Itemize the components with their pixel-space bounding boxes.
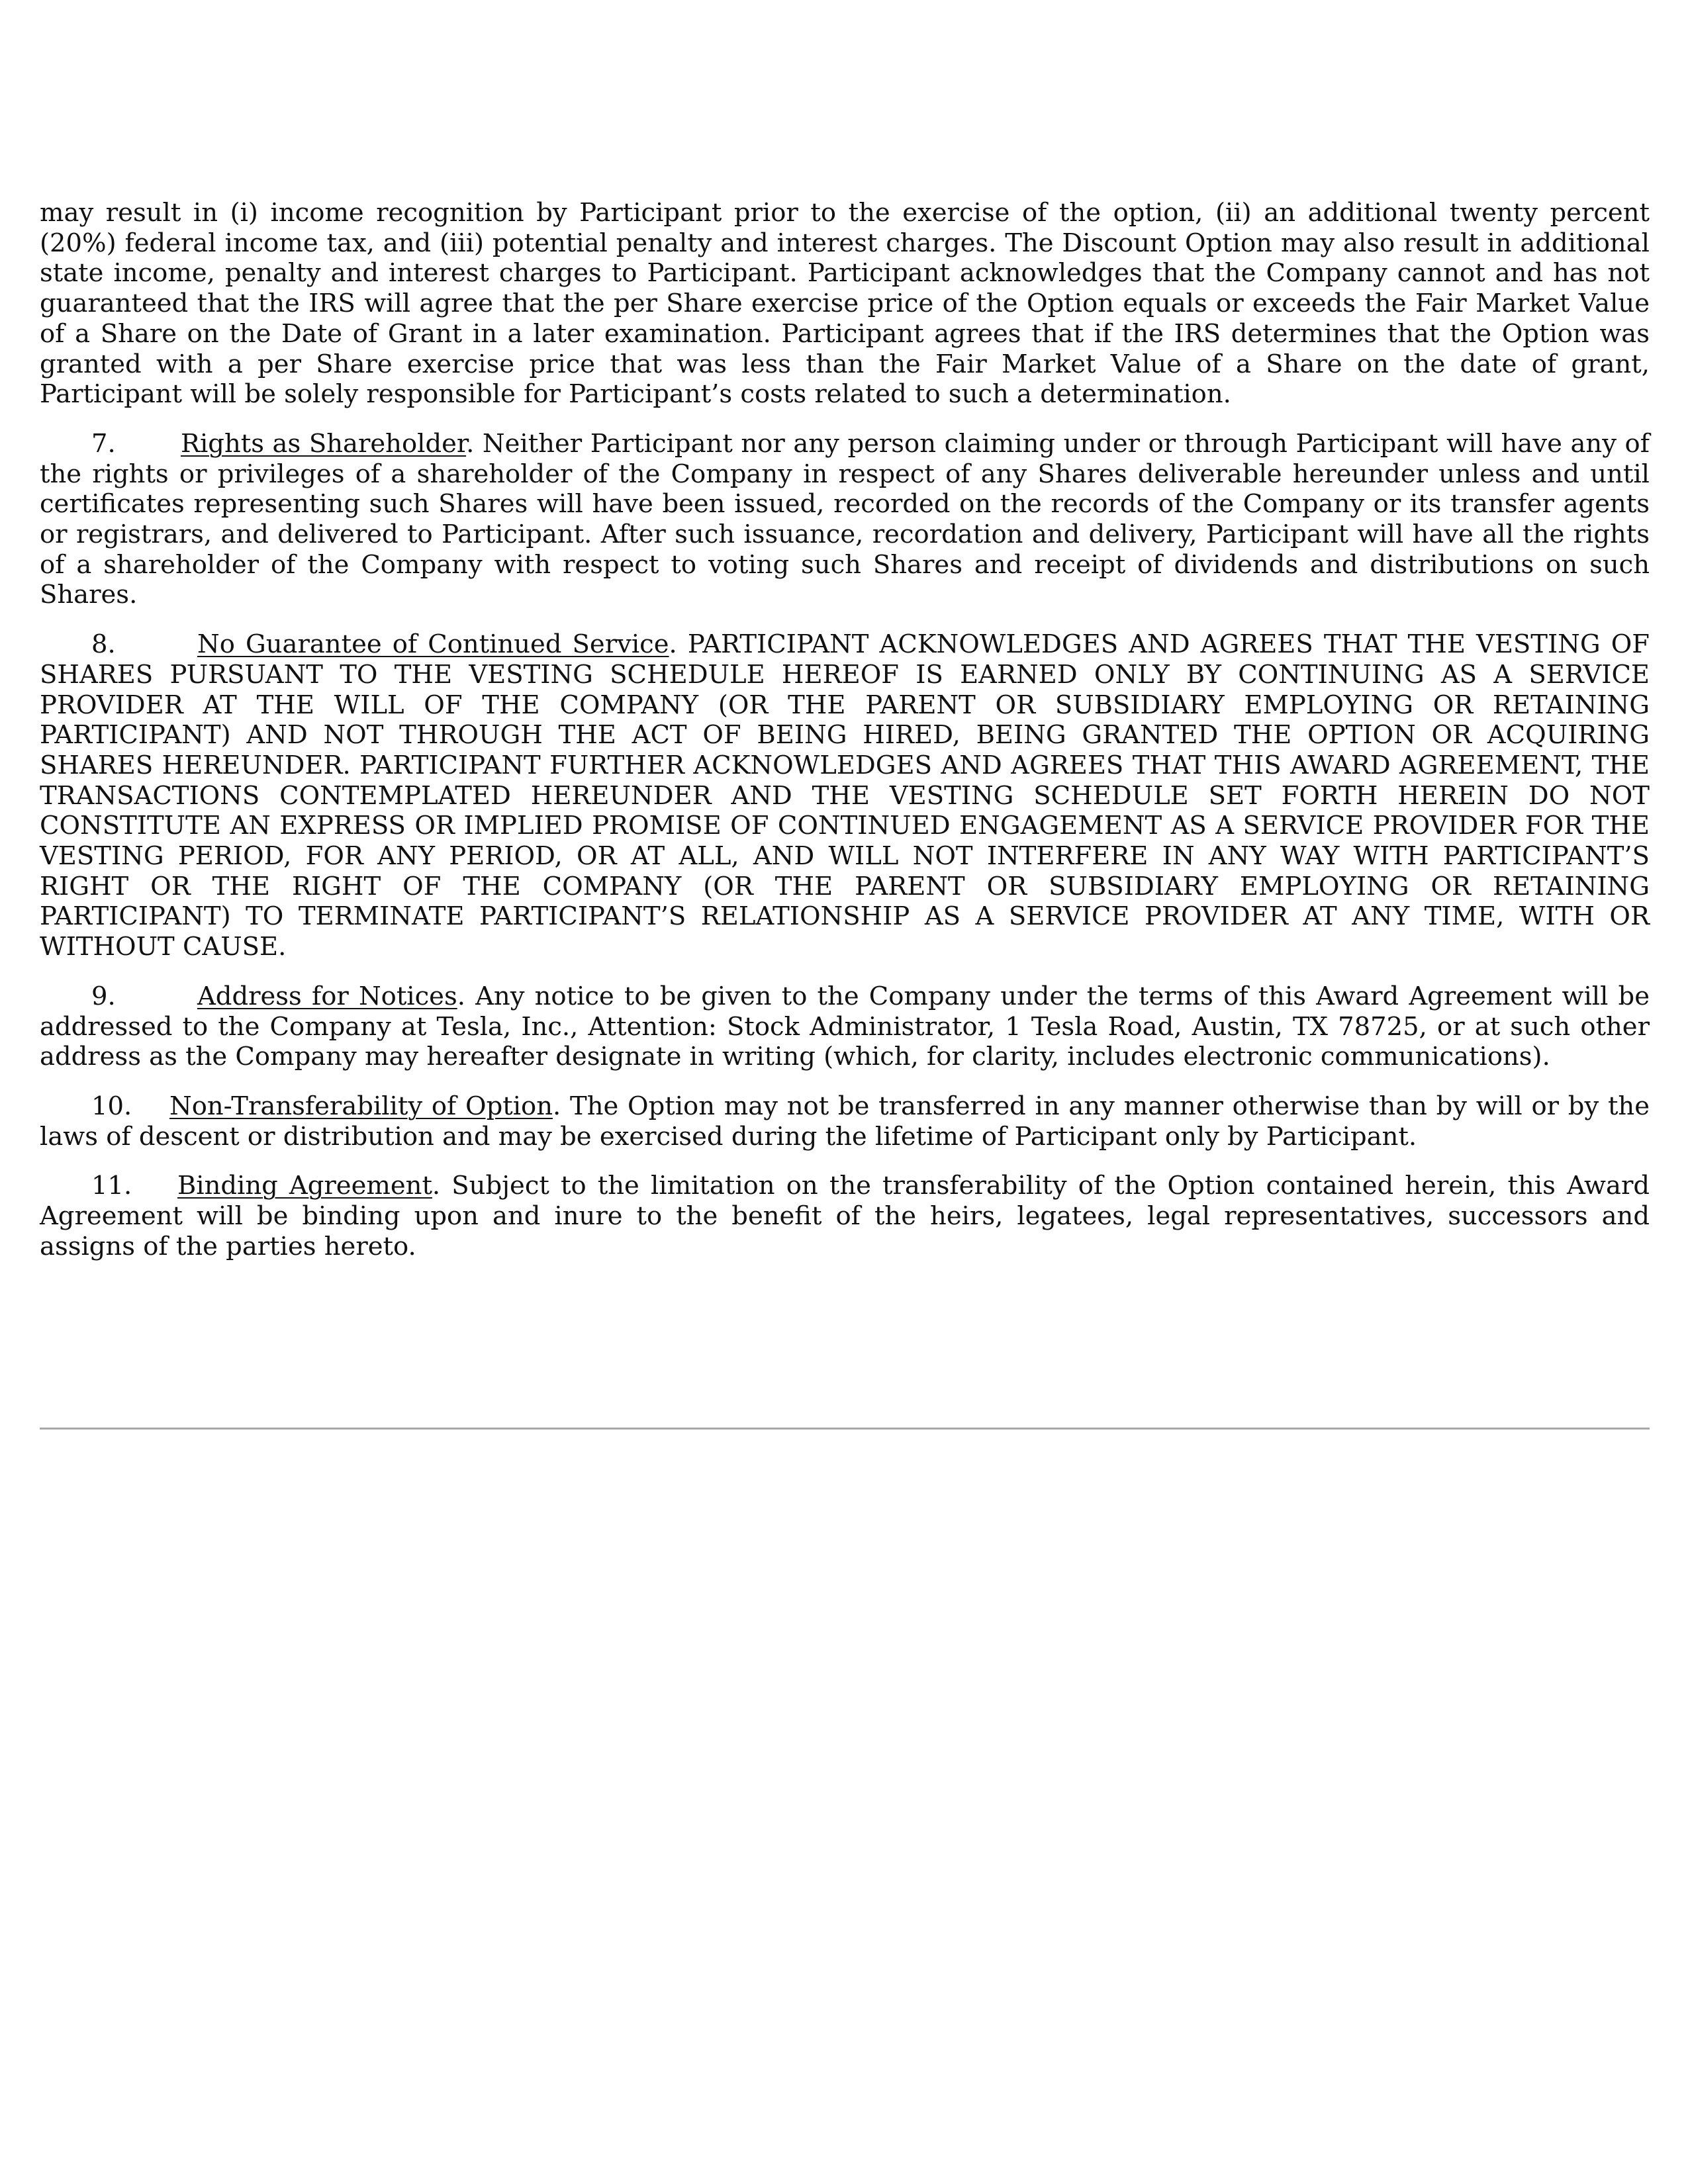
section-number: 7. <box>91 428 116 459</box>
section-heading: Binding Agreement <box>177 1171 432 1201</box>
section-7-rights-as-shareholder <box>40 429 1650 610</box>
section-heading: Non-Transferability of Option <box>169 1091 553 1121</box>
section-body: . PARTICIPANT ACKNOWLEDGES AND AGREES THAT THE VESTING OF SHARES PURSUANT TO THE VESTING SCHEDULE HEREOF IS EARNED ONLY BY CONTINUING AS A SERVICE PROVIDER AT THE WILL OF THE COMPANY (OR THE PARENT OR SUBSIDIARY EMPLOYING OR RETAINING PARTICIPANT) AND NOT THROUGH THE ACT OF BEING HIRED, BEING GRANTED THE OPTION OR ACQUIRING SHARES HEREUNDER. PARTICIPANT FURTHER ACKNOWLEDGES AND AGREES THAT THIS AWARD AGREEMENT, THE TRANSACTIONS CONTEMPLATED HEREUNDER AND THE VESTING SCHEDULE SET FORTH HEREIN DO NOT CONSTITUTE AN EXPRESS OR IMPLIED PROMISE OF CONTINUED ENGAGEMENT AS A SERVICE PROVIDER FOR THE VESTING PERIOD, FOR ANY PERIOD, OR AT ALL, AND WILL NOT INTERFERE IN ANY WAY WITH PARTICIPANT’S RIGHT OR THE RIGHT OF THE COMPANY (OR THE PARENT OR SUBSIDIARY EMPLOYING OR RETAINING PARTICIPANT) TO TERMINATE PARTICIPANT’S RELATIONSHIP AS A SERVICE PROVIDER AT ANY TIME, WITH OR WITHOUT CAUSE. <box>40 629 1650 962</box>
section-number: 10. <box>91 1091 132 1121</box>
section-number: 9. <box>91 981 116 1011</box>
section-8-no-guarantee-of-continued-service <box>40 629 1650 962</box>
document-page <box>40 198 1650 1281</box>
section-11-binding-agreement <box>40 1171 1650 1261</box>
section-number: 8. <box>91 629 116 660</box>
section-body: . The Option may not be transferred in any manner otherwise than by will or by the laws of descent or distribution and may be exercised during the lifetime of Participant only by Participant. <box>40 1091 1650 1152</box>
intro-paragraph: may result in (i) income recognition by Participant prior to the exercise of the option, (ii) an additional twenty percent (20%) federal income tax, and (iii) potential penalty and interest charges. The Discount Option may also result in additional state income, penalty and interest charges to Participant. Participant acknowledges that the Company cannot and has not guaranteed that the IRS will agree that the per Share exercise price of the Option equals or exceeds the Fair Market Value of a Share on the Date of Grant in a later examination. Participant agrees that if the IRS determines that the Option was granted with a per Share exercise price that was less than the Fair Market Value of a Share on the date of grant, Participant will be solely responsible for Participant’s costs related to such a determination. <box>40 198 1650 410</box>
section-heading: No Guarantee of Continued Service <box>197 629 669 660</box>
section-heading: Rights as Shareholder <box>181 428 467 459</box>
page-divider <box>40 1428 1650 1430</box>
section-body: . Any notice to be given to the Company under the terms of this Award Agreement will be addressed to the Company at Tesla, Inc., Attention: Stock Administrator, 1 Tesla Road, Austin, TX 78725, or at such other address as the Company may hereafter designate in writing (which, for clarity, includes electronic communications). <box>40 981 1650 1072</box>
section-9-address-for-notices <box>40 981 1650 1072</box>
section-heading: Address for Notices <box>197 981 457 1011</box>
section-number: 11. <box>91 1171 132 1201</box>
section-10-non-transferability-of-option <box>40 1091 1650 1152</box>
section-body: . Subject to the limitation on the transferability of the Option contained herein, this Award Agreement will be binding upon and inure to the benefit of the heirs, legatees, legal representatives, successors and assigns of the parties hereto. <box>40 1171 1650 1261</box>
section-body: . Neither Participant nor any person claiming under or through Participant will have any of the rights or privileges of a shareholder of the Company in respect of any Shares deliverable hereunder unless and until certificates representing such Shares will have been issued, recorded on the records of the Company or its transfer agents or registrars, and delivered to Participant. After such issuance, recordation and delivery, Participant will have all the rights of a shareholder of the Company with respect to voting such Shares and receipt of dividends and distributions on such Shares. <box>40 428 1650 610</box>
